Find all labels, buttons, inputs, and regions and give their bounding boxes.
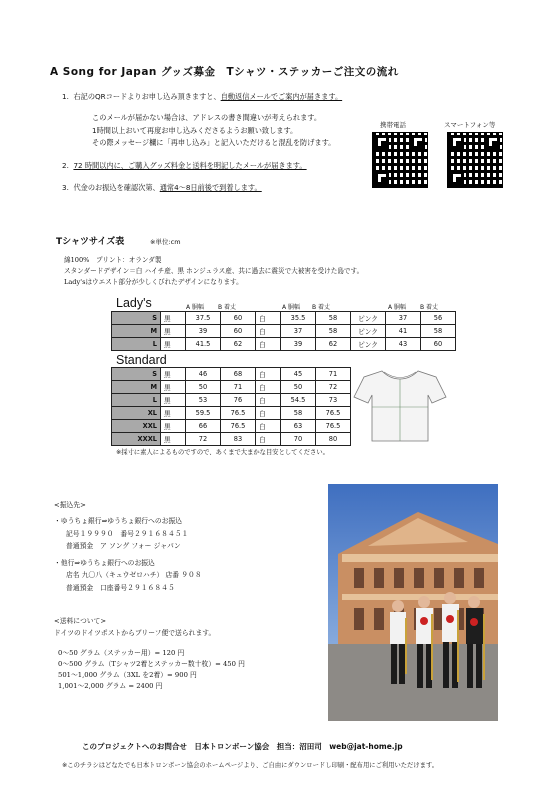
table-row <box>112 312 456 325</box>
ladies-col-b-3: B 着丈 <box>420 304 439 311</box>
yucho-number: 記号１９９９０ 番号２９１６８４５１ <box>66 529 189 538</box>
color-cell: 白 <box>256 312 281 325</box>
width-cell: 53 <box>186 394 221 407</box>
color-cell: 黒 <box>161 433 186 446</box>
size-cell: M <box>112 381 161 394</box>
ladies-label: Lady's <box>116 296 152 310</box>
shipping-rate-2: 0～500 グラム（Tシャツ2着とステッカー数十枚）= 450 円 <box>58 659 245 668</box>
step-1-notes <box>92 112 335 150</box>
shipping-rate-1: 0～50 グラム（ステッカー用）= 120 円 <box>58 648 185 657</box>
color-cell: 白 <box>256 420 281 433</box>
step-1-note-3: その際メッセージ欄に「再申し込み」と記入いただけると混乱を防げます。 <box>92 138 336 147</box>
size-cell: M <box>112 325 161 338</box>
color-cell: 黒 <box>161 368 186 381</box>
size-cell: XXXL <box>112 433 161 446</box>
length-cell: 72 <box>316 381 351 394</box>
size-footnote: ※採寸に素人によるものですので、あくまで大まかな目安としてください。 <box>116 449 329 456</box>
step-3 <box>62 183 262 193</box>
shipping-desc: ドイツのドイツポストからブリーフ便で送られます。 <box>54 629 216 638</box>
size-cell: L <box>112 338 161 351</box>
color-cell: 黒 <box>161 338 186 351</box>
step-1-note-2: 1時間以上おいて再度お申し込みくださるようお願い致します。 <box>92 125 298 135</box>
color-cell: 黒 <box>161 407 186 420</box>
width-cell: 50 <box>281 381 316 394</box>
page-title: A Song for Japan グッズ募金 Tシャツ・ステッカーご注文の流れ <box>50 66 399 78</box>
step-3-number: 3. <box>62 183 69 192</box>
table-row <box>112 381 351 394</box>
contact-footer: このプロジェクトへのお問合せ 日本トロンボーン協会 担当：沼田司 web@jat-home.jp <box>82 742 403 751</box>
ladies-col-a-3: A 胴幅 <box>388 304 407 311</box>
ladies-col-a-1: A 胴幅 <box>186 304 205 311</box>
color-cell: 白 <box>256 394 281 407</box>
width-cell: 59.5 <box>186 407 221 420</box>
payment-info <box>54 499 202 594</box>
table-row <box>112 394 351 407</box>
shipping-info <box>54 615 245 692</box>
length-cell: 76.5 <box>316 407 351 420</box>
length-cell: 76.5 <box>221 420 256 433</box>
table-row <box>112 433 351 446</box>
step-1-note-1: このメールが届かない場合は、アドレスの書き間違いが考えられます。 <box>92 113 322 122</box>
width-cell: 35.5 <box>281 312 316 325</box>
ladies-col-a-2: A 胴幅 <box>282 304 301 311</box>
payment-heading: <振込先> <box>54 501 86 509</box>
shipping-rate-4: 1,001～2,000 グラム = 2400 円 <box>58 681 163 690</box>
download-note: ※このチラシはどなたでも日本トロンボーン協会のホームページより、ご自由にダウンロードし印刷・配布用にご利用いただけます。 <box>62 762 439 769</box>
length-cell: 58 <box>421 325 456 338</box>
width-cell: 66 <box>186 420 221 433</box>
color-cell: ピンク <box>351 338 386 351</box>
table-row <box>112 338 456 351</box>
width-cell: 46 <box>186 368 221 381</box>
table-row <box>112 407 351 420</box>
width-cell: 37 <box>386 312 421 325</box>
shipping-rate-3: 501～1,000 グラム（3XL を2着）= 900 円 <box>58 670 197 679</box>
step-1-emphasis: 自動返信メールでご案内が届きます。 <box>220 92 343 101</box>
width-cell: 45 <box>281 368 316 381</box>
color-cell: 黒 <box>161 420 186 433</box>
length-cell: 83 <box>221 433 256 446</box>
length-cell: 71 <box>221 381 256 394</box>
standard-label: Standard <box>116 353 167 367</box>
width-cell: 41.5 <box>186 338 221 351</box>
color-cell: 黒 <box>161 325 186 338</box>
other-bank-branch: 店名 九〇八（キュウゼロハチ） 店番 ９０８ <box>66 571 202 580</box>
yucho-title: ・ゆうちょ銀行⇒ゆうちょ銀行へのお振込 <box>54 517 183 526</box>
width-cell: 39 <box>281 338 316 351</box>
size-cell: S <box>112 312 161 325</box>
qr-code-smartphone[interactable] <box>447 132 503 188</box>
color-cell: 白 <box>256 368 281 381</box>
size-desc-3: Lady'sはウエスト部分が少しくびれたデザインになります。 <box>64 278 243 286</box>
step-1-text: 右記のQRコードよりお申し込み頂きますと、 <box>73 92 221 101</box>
length-cell: 58 <box>316 325 351 338</box>
size-desc-2: スタンダードデザイン＝白 ハイチ産、黒 ホンジュラス産、共に過去に震災で大被害を受けた島です。 <box>64 267 364 275</box>
size-cell: XXL <box>112 420 161 433</box>
width-cell: 54.5 <box>281 394 316 407</box>
length-cell: 73 <box>316 394 351 407</box>
qr-mobile-label: 携帯電話 <box>380 121 406 129</box>
size-cell: L <box>112 394 161 407</box>
width-cell: 39 <box>186 325 221 338</box>
length-cell: 76 <box>221 394 256 407</box>
ladies-col-b-2: B 着丈 <box>312 304 331 311</box>
step-3-emphasis: 通常4～8日前後で到着します。 <box>159 183 262 192</box>
width-cell: 63 <box>281 420 316 433</box>
step-2-number: 2. <box>62 161 69 170</box>
color-cell: 白 <box>256 381 281 394</box>
length-cell: 56 <box>421 312 456 325</box>
color-cell: ピンク <box>351 312 386 325</box>
length-cell: 76.5 <box>316 420 351 433</box>
ladies-col-b-1: B 着丈 <box>218 304 237 311</box>
color-cell: 白 <box>256 407 281 420</box>
length-cell: 58 <box>316 312 351 325</box>
step-2-text: 72 時間以内に、ご購入グッズ料金と送料を明記したメールが届きます。 <box>73 161 307 170</box>
step-1-number: 1. <box>62 92 69 101</box>
size-cell: XL <box>112 407 161 420</box>
length-cell: 62 <box>221 338 256 351</box>
length-cell: 60 <box>221 325 256 338</box>
color-cell: 黒 <box>161 394 186 407</box>
tshirt-diagram <box>352 367 448 445</box>
size-unit-note: ※単位:cm <box>150 238 181 246</box>
width-cell: 50 <box>186 381 221 394</box>
size-cell: S <box>112 368 161 381</box>
ladies-size-table <box>111 311 456 351</box>
width-cell: 41 <box>386 325 421 338</box>
table-row <box>112 325 456 338</box>
width-cell: 43 <box>386 338 421 351</box>
table-row <box>112 368 351 381</box>
color-cell: 白 <box>256 325 281 338</box>
length-cell: 76.5 <box>221 407 256 420</box>
size-desc-1: 綿100% プリント：オランダ製 <box>64 256 162 264</box>
standard-size-table <box>111 367 351 446</box>
step-1 <box>62 92 342 102</box>
qr-code-mobile[interactable] <box>372 132 428 188</box>
color-cell: ピンク <box>351 325 386 338</box>
length-cell: 71 <box>316 368 351 381</box>
concert-hall-photo <box>328 484 498 721</box>
width-cell: 72 <box>186 433 221 446</box>
length-cell: 62 <box>316 338 351 351</box>
length-cell: 68 <box>221 368 256 381</box>
qr-smartphone-label: スマートフォン等 <box>444 121 496 129</box>
yucho-account-name: 普通預金 ア ソング フォー ジャパン <box>66 541 181 550</box>
table-row <box>112 420 351 433</box>
width-cell: 70 <box>281 433 316 446</box>
width-cell: 37.5 <box>186 312 221 325</box>
width-cell: 37 <box>281 325 316 338</box>
color-cell: 白 <box>256 433 281 446</box>
length-cell: 60 <box>421 338 456 351</box>
color-cell: 黒 <box>161 312 186 325</box>
length-cell: 80 <box>316 433 351 446</box>
step-3-text: 代金のお振込を確認次第、 <box>73 183 160 192</box>
length-cell: 60 <box>221 312 256 325</box>
other-bank-account: 普通預金 口座番号２９１６８４５ <box>66 583 175 592</box>
size-description <box>64 255 363 288</box>
size-table-title: Tシャツサイズ表 <box>56 237 125 247</box>
color-cell: 白 <box>256 338 281 351</box>
color-cell: 黒 <box>161 381 186 394</box>
other-bank-title: ・他行⇒ゆうちょ銀行へのお振込 <box>54 559 155 568</box>
step-2 <box>62 161 307 171</box>
shipping-heading: <送料について> <box>54 617 107 625</box>
width-cell: 58 <box>281 407 316 420</box>
